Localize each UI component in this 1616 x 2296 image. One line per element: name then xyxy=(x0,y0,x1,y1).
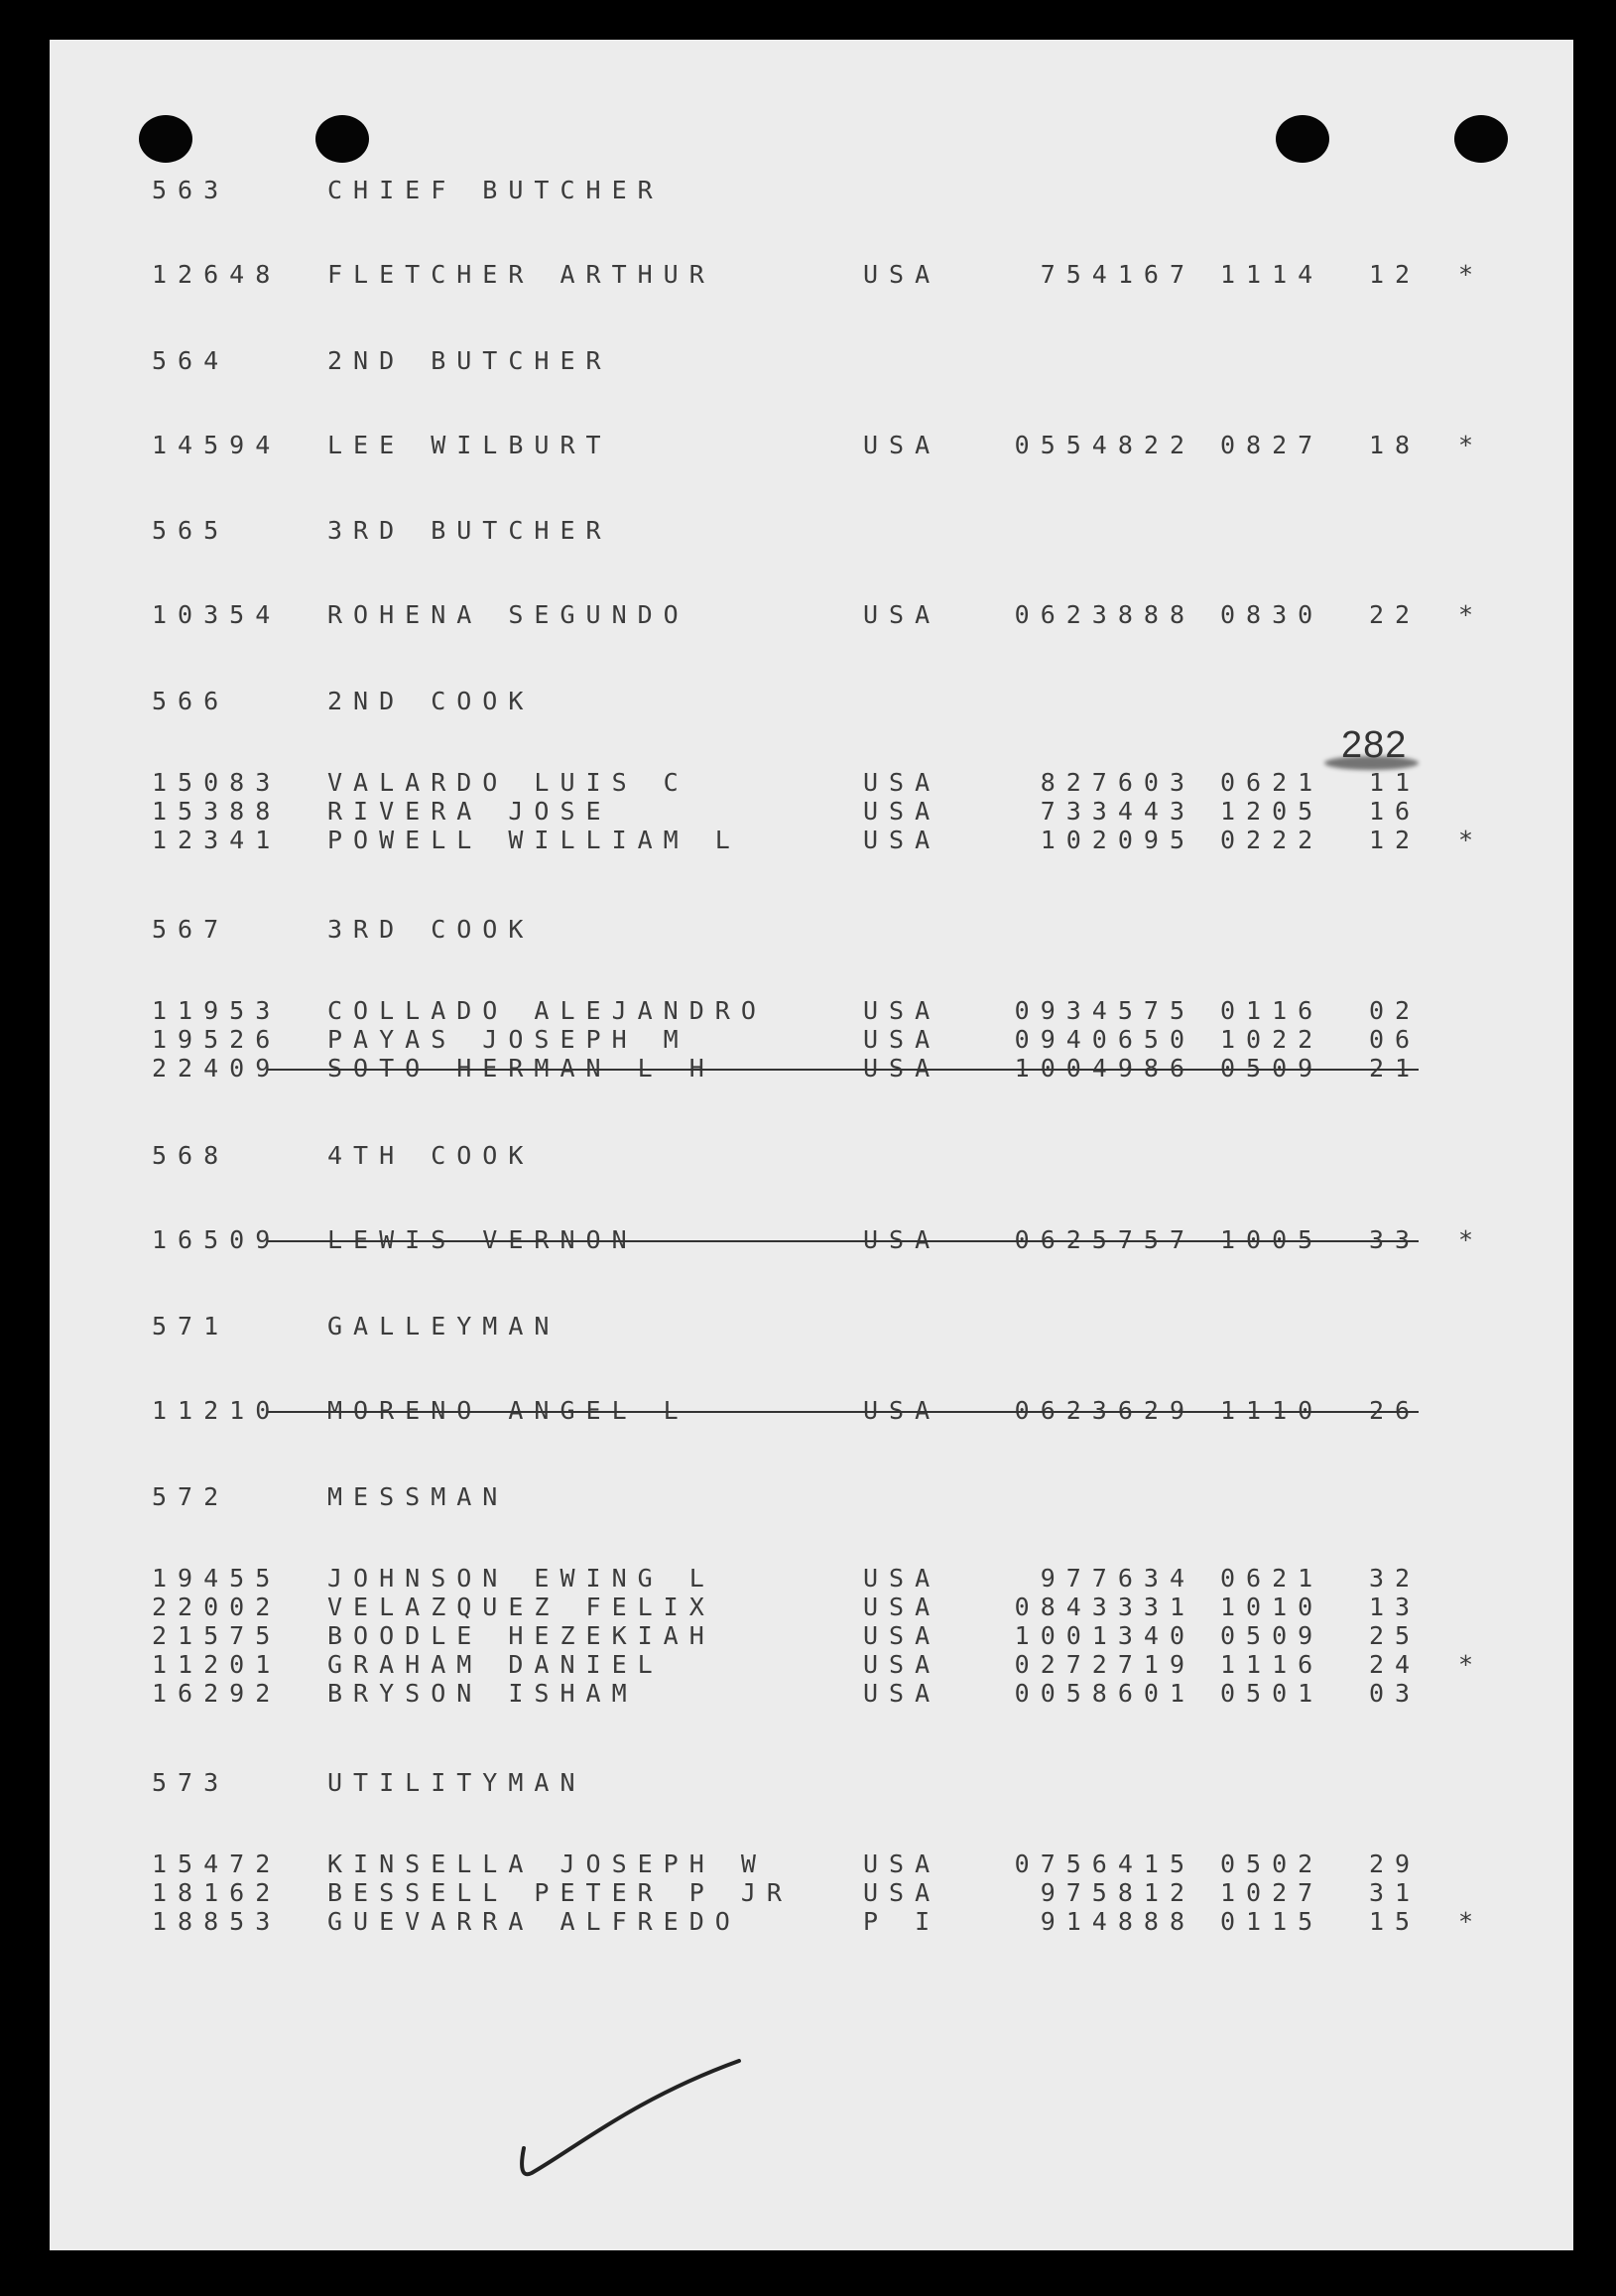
crew-name: BESSELL PETER P JR xyxy=(327,1878,793,1907)
date-code: 1027 xyxy=(1220,1878,1324,1907)
date-code: 0621 xyxy=(1220,1564,1324,1593)
date-code: 0509 xyxy=(1220,1621,1324,1650)
crew-number: 15083 xyxy=(152,768,282,797)
date-code: 1110 xyxy=(1220,1396,1324,1425)
book-number: 733443 xyxy=(1040,797,1195,826)
section-code: 563 xyxy=(152,176,230,204)
crew-number: 15472 xyxy=(152,1850,282,1878)
citizenship: USA xyxy=(863,260,941,289)
crew-number: 14594 xyxy=(152,431,282,459)
date-code: 0116 xyxy=(1220,996,1324,1025)
citizenship: USA xyxy=(863,1593,941,1621)
book-number: 0843331 xyxy=(1014,1593,1195,1621)
citizenship: USA xyxy=(863,1679,941,1708)
section-code: 573 xyxy=(152,1768,230,1797)
age-code: 26 xyxy=(1369,1396,1422,1425)
crew-number: 11201 xyxy=(152,1650,282,1679)
citizenship: USA xyxy=(863,1054,941,1083)
section-code: 567 xyxy=(152,915,230,944)
crew-name: BOODLE HEZEKIAH xyxy=(327,1621,715,1650)
section-code: 565 xyxy=(152,516,230,545)
age-code: 03 xyxy=(1369,1679,1422,1708)
crew-number: 12648 xyxy=(152,260,282,289)
age-code: 11 xyxy=(1369,768,1422,797)
crew-name: GRAHAM DANIEL xyxy=(327,1650,664,1679)
crew-number: 12341 xyxy=(152,826,282,854)
citizenship: USA xyxy=(863,1850,941,1878)
date-code: 1205 xyxy=(1220,797,1324,826)
asterisk-mark: * xyxy=(1458,1650,1485,1679)
section-title: UTILITYMAN xyxy=(327,1768,586,1797)
date-code: 1005 xyxy=(1220,1225,1324,1254)
section-code: 564 xyxy=(152,346,230,375)
book-number: 0625757 xyxy=(1014,1225,1195,1254)
section-title: 3RD COOK xyxy=(327,915,535,944)
punch-hole xyxy=(139,115,192,163)
citizenship: USA xyxy=(863,1878,941,1907)
asterisk-mark: * xyxy=(1458,600,1485,629)
book-number: 977634 xyxy=(1040,1564,1195,1593)
crew-number: 16292 xyxy=(152,1679,282,1708)
section-code: 568 xyxy=(152,1141,230,1170)
age-code: 29 xyxy=(1369,1850,1422,1878)
book-number: 754167 xyxy=(1040,260,1195,289)
punch-hole xyxy=(315,115,369,163)
crew-number: 16509 xyxy=(152,1225,282,1254)
crew-name: LEWIS VERNON xyxy=(327,1225,638,1254)
age-code: 15 xyxy=(1369,1907,1422,1936)
age-code: 22 xyxy=(1369,600,1422,629)
citizenship: USA xyxy=(863,1225,941,1254)
crew-number: 22002 xyxy=(152,1593,282,1621)
section-title: GALLEYMAN xyxy=(327,1312,560,1340)
crew-name: JOHNSON EWING L xyxy=(327,1564,715,1593)
section-title: CHIEF BUTCHER xyxy=(327,176,664,204)
date-code: 0115 xyxy=(1220,1907,1324,1936)
section-title: 3RD BUTCHER xyxy=(327,516,612,545)
crew-name: GUEVARRA ALFREDO xyxy=(327,1907,741,1936)
date-code: 1114 xyxy=(1220,260,1324,289)
book-number: 827603 xyxy=(1040,768,1195,797)
age-code: 02 xyxy=(1369,996,1422,1025)
crew-number: 15388 xyxy=(152,797,282,826)
asterisk-mark: * xyxy=(1458,1225,1485,1254)
date-code: 0621 xyxy=(1220,768,1324,797)
book-number: 0058601 xyxy=(1014,1679,1195,1708)
crew-name: VALARDO LUIS C xyxy=(327,768,689,797)
book-number: 0756415 xyxy=(1014,1850,1195,1878)
citizenship: P I xyxy=(863,1907,941,1936)
asterisk-mark: * xyxy=(1458,1907,1485,1936)
age-code: 16 xyxy=(1369,797,1422,826)
crew-name: RIVERA JOSE xyxy=(327,797,612,826)
citizenship: USA xyxy=(863,797,941,826)
age-code: 06 xyxy=(1369,1025,1422,1054)
book-number: 1001340 xyxy=(1014,1621,1195,1650)
citizenship: USA xyxy=(863,600,941,629)
book-number: 0623888 xyxy=(1014,600,1195,629)
crew-number: 11210 xyxy=(152,1396,282,1425)
asterisk-mark: * xyxy=(1458,826,1485,854)
citizenship: USA xyxy=(863,1564,941,1593)
crew-name: COLLADO ALEJANDRO xyxy=(327,996,767,1025)
date-code: 0509 xyxy=(1220,1054,1324,1083)
crew-number: 19455 xyxy=(152,1564,282,1593)
section-code: 572 xyxy=(152,1482,230,1511)
citizenship: USA xyxy=(863,431,941,459)
citizenship: USA xyxy=(863,1650,941,1679)
crew-name: VELAZQUEZ FELIX xyxy=(327,1593,715,1621)
citizenship: USA xyxy=(863,1396,941,1425)
book-number: 1004986 xyxy=(1014,1054,1195,1083)
document-page xyxy=(50,40,1573,2250)
page-number: 282 xyxy=(1341,724,1408,766)
crew-name: KINSELLA JOSEPH W xyxy=(327,1850,767,1878)
age-code: 24 xyxy=(1369,1650,1422,1679)
book-number: 975812 xyxy=(1040,1878,1195,1907)
book-number: 914888 xyxy=(1040,1907,1195,1936)
crew-name: POWELL WILLIAM L xyxy=(327,826,741,854)
section-code: 566 xyxy=(152,687,230,715)
date-code: 0222 xyxy=(1220,826,1324,854)
crew-number: 22409 xyxy=(152,1054,282,1083)
date-code: 0501 xyxy=(1220,1679,1324,1708)
punch-hole xyxy=(1454,115,1508,163)
book-number: 0934575 xyxy=(1014,996,1195,1025)
section-title: 4TH COOK xyxy=(327,1141,535,1170)
crew-number: 19526 xyxy=(152,1025,282,1054)
section-title: MESSMAN xyxy=(327,1482,509,1511)
citizenship: USA xyxy=(863,1621,941,1650)
book-number: 0940650 xyxy=(1014,1025,1195,1054)
book-number: 102095 xyxy=(1040,826,1195,854)
section-code: 571 xyxy=(152,1312,230,1340)
date-code: 0830 xyxy=(1220,600,1324,629)
book-number: 0623629 xyxy=(1014,1396,1195,1425)
date-code: 1010 xyxy=(1220,1593,1324,1621)
age-code: 33 xyxy=(1369,1225,1422,1254)
age-code: 12 xyxy=(1369,260,1422,289)
crew-name: LEE WILBURT xyxy=(327,431,612,459)
crew-name: PAYAS JOSEPH M xyxy=(327,1025,689,1054)
asterisk-mark: * xyxy=(1458,431,1485,459)
crew-name: BRYSON ISHAM xyxy=(327,1679,638,1708)
section-title: 2ND COOK xyxy=(327,687,535,715)
age-code: 31 xyxy=(1369,1878,1422,1907)
crew-name: ROHENA SEGUNDO xyxy=(327,600,689,629)
citizenship: USA xyxy=(863,826,941,854)
asterisk-mark: * xyxy=(1458,260,1485,289)
age-code: 18 xyxy=(1369,431,1422,459)
punch-hole xyxy=(1276,115,1329,163)
date-code: 0827 xyxy=(1220,431,1324,459)
date-code: 1116 xyxy=(1220,1650,1324,1679)
crew-name: MORENO ANGEL L xyxy=(327,1396,689,1425)
citizenship: USA xyxy=(863,768,941,797)
citizenship: USA xyxy=(863,996,941,1025)
age-code: 21 xyxy=(1369,1054,1422,1083)
crew-number: 10354 xyxy=(152,600,282,629)
book-number: 0272719 xyxy=(1014,1650,1195,1679)
age-code: 13 xyxy=(1369,1593,1422,1621)
age-code: 12 xyxy=(1369,826,1422,854)
date-code: 1022 xyxy=(1220,1025,1324,1054)
crew-number: 21575 xyxy=(152,1621,282,1650)
section-title: 2ND BUTCHER xyxy=(327,346,612,375)
date-code: 0502 xyxy=(1220,1850,1324,1878)
age-code: 25 xyxy=(1369,1621,1422,1650)
crew-number: 18162 xyxy=(152,1878,282,1907)
check-mark-icon xyxy=(516,2059,754,2218)
age-code: 32 xyxy=(1369,1564,1422,1593)
book-number: 0554822 xyxy=(1014,431,1195,459)
citizenship: USA xyxy=(863,1025,941,1054)
crew-number: 11953 xyxy=(152,996,282,1025)
crew-name: SOTO HERMAN L H xyxy=(327,1054,715,1083)
crew-name: FLETCHER ARTHUR xyxy=(327,260,715,289)
crew-number: 18853 xyxy=(152,1907,282,1936)
